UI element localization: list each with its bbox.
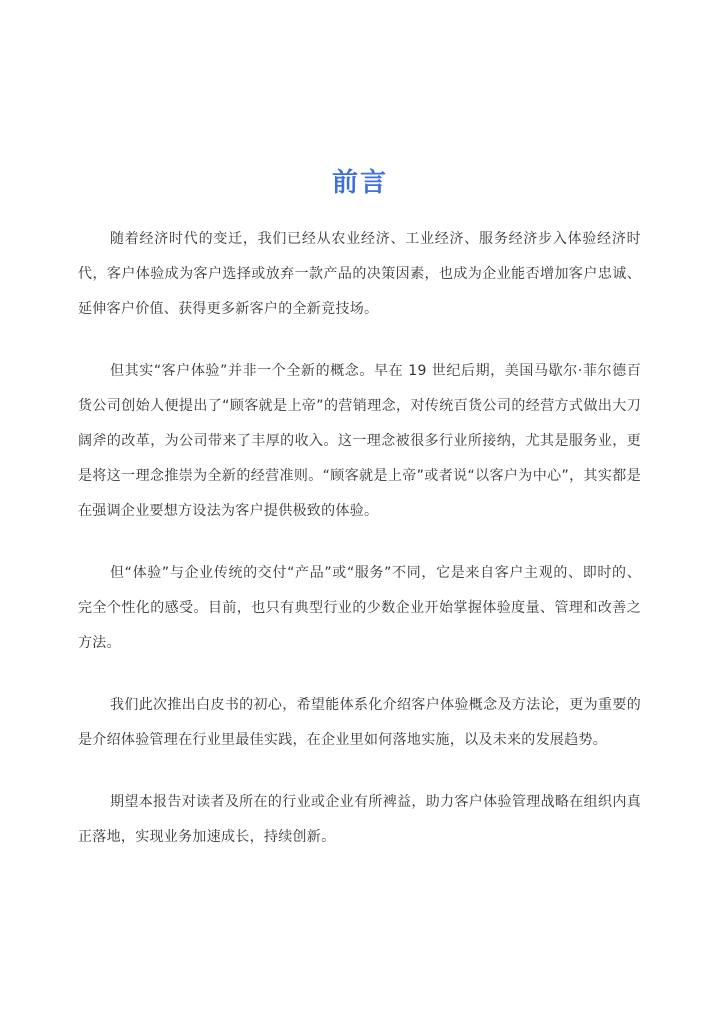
paragraph-3: 但“体验”与企业传统的交付“产品”或“服务”不同，它是来自客户主观的、即时的、完全个性化的感受。目前，也只有典型行业的少数企业开始掌握体验度量、管理和改善之方法。 [78,565,641,651]
document-body [78,222,641,855]
paragraph-5: 期望本报告对读者及所在的行业或企业有所裨益，助力客户体验管理战略在组织内真正落地，实现业务加速成长，持续创新。 [78,794,641,845]
paragraph-1: 随着经济时代的变迁，我们已经从农业经济、工业经济、服务经济步入体验经济时代，客户体验成为客户选择或放弃一款产品的决策因素，也成为企业能否增加客户忠诚、延伸客户价值、获得更多新客户的全新竞技场。 [78,231,641,317]
paragraph-2: 但其实“客户体验”并非一个全新的概念。早在 19 世纪后期，美国马歇尔·菲尔德百货公司创始人便提出了“顾客就是上帝”的营销理念，对传统百货公司的经营方式做出大刀阔斧的改革，为公司带来了丰厚的收入。这一理念被很多行业所接纳，尤其是服务业，更是将这一理念推崇为全新的经营准则。“顾客就是上帝”或者说“以客户为中心”，其实都是在强调企业要想方设法为客户提供极致的体验。 [78,363,641,519]
page-title: 前言 [331,168,388,199]
paragraph-4: 我们此次推出白皮书的初心，希望能体系化介绍客户体验概念及方法论，更为重要的是介绍体验管理在行业里最佳实践，在企业里如何落地实施，以及未来的发展趋势。 [78,697,641,748]
